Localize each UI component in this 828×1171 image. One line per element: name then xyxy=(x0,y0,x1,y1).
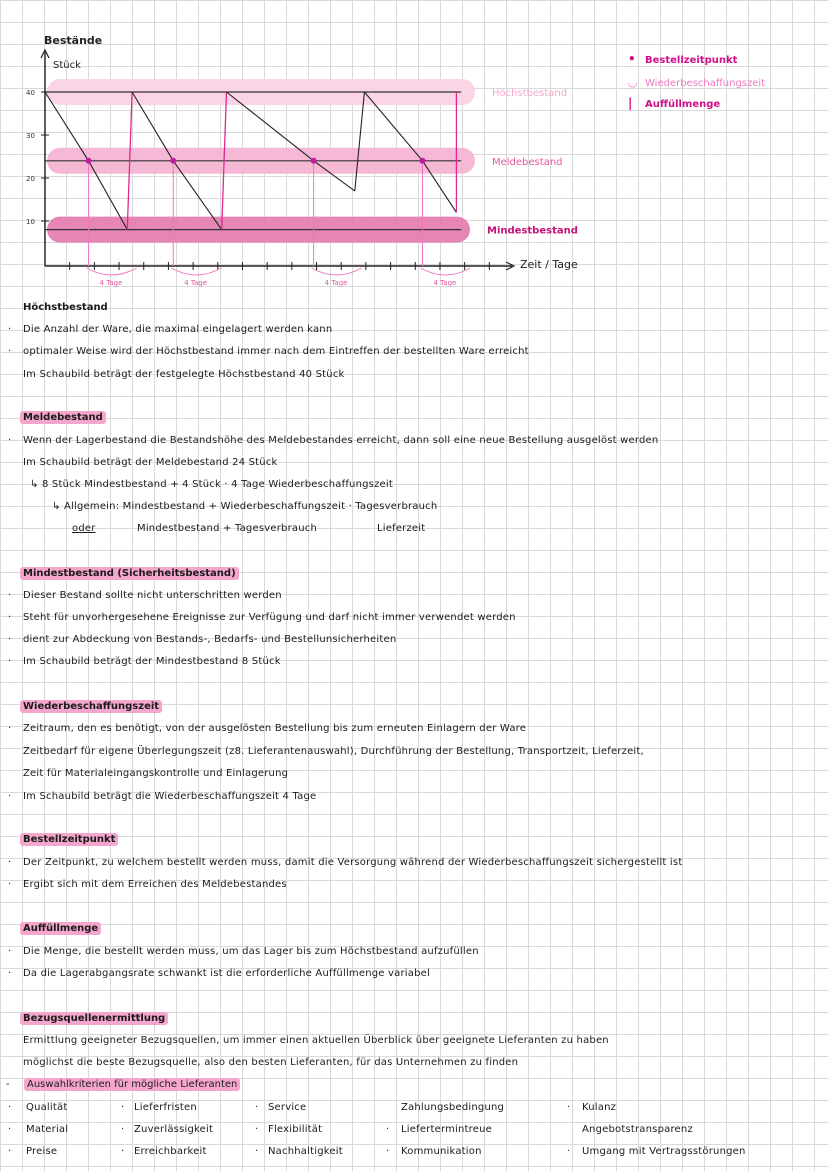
bullet: · xyxy=(8,723,12,734)
arrow-icon: ↳ xyxy=(30,479,39,490)
heading-auffuellmenge: Auffüllmenge xyxy=(20,922,101,935)
bestellzeitpunkt-dot xyxy=(420,158,426,164)
criterion: Umgang mit Vertragsstörungen xyxy=(582,1146,746,1157)
criterion: Zahlungsbedingung xyxy=(401,1102,505,1113)
heading-bestellzeitpunkt: Bestellzeitpunkt xyxy=(20,833,118,846)
criterion: Liefertermintreue xyxy=(401,1124,493,1135)
legend-label: Bestellzeitpunkt xyxy=(645,55,738,66)
text-line: dient zur Abdeckung von Bestands-, Bedarfs- und Bestellunsicherheiten xyxy=(23,634,397,645)
formula-line: Mindestbestand + Tagesverbrauch xyxy=(137,523,317,534)
y-axis-label: Stück xyxy=(53,60,81,71)
criterion: Material xyxy=(26,1124,69,1135)
criterion: Qualität xyxy=(26,1102,68,1113)
legend-label: Auffüllmenge xyxy=(645,99,721,110)
text-line: Im Schaubild beträgt die Wiederbeschaffungszeit 4 Tage xyxy=(23,791,317,802)
text-line: Die Anzahl der Ware, die maximal eingelagert werden kann xyxy=(23,324,333,335)
band-label: Meldebestand xyxy=(492,156,563,168)
criterion: Preise xyxy=(26,1146,58,1157)
lead-time-label: 4 Tage xyxy=(324,279,348,287)
x-axis-label: Zeit / Tage xyxy=(520,258,578,271)
bullet: · xyxy=(121,1124,125,1135)
bestellzeitpunkt-dot xyxy=(86,158,92,164)
bullet: · xyxy=(8,1146,12,1157)
criterion: Zuverlässigkeit xyxy=(134,1124,214,1135)
text-line: Die Menge, die bestellt werden muss, um das Lager bis zum Höchstbestand aufzufüllen xyxy=(23,946,479,957)
legend-label: Wiederbeschaffungszeit xyxy=(645,78,766,89)
bullet: · xyxy=(8,879,12,890)
inventory-chart xyxy=(0,0,828,300)
arrow-icon: ↳ xyxy=(52,501,61,512)
text-line: Der Zeitpunkt, zu welchem bestellt werden muss, damit die Versorgung während der Wiederbeschaffungszeit sichergestellt ist xyxy=(23,857,683,868)
text-line: Im Schaubild beträgt der festgelegte Höchstbestand 40 Stück xyxy=(23,369,345,380)
dash: - xyxy=(6,1079,10,1090)
legend-symbol: • xyxy=(628,52,636,66)
bullet: · xyxy=(8,435,12,446)
text-line: Zeitraum, den es benötigt, von der ausgelösten Bestellung bis zum erneuten Einlagern der Ware xyxy=(23,723,527,734)
band-label: Mindestbestand xyxy=(487,225,578,237)
bullet: · xyxy=(8,857,12,868)
heading-bezugsquellenermittlung: Bezugsquellenermittlung xyxy=(20,1012,168,1025)
legend-symbol: | xyxy=(628,96,633,110)
bullet: · xyxy=(8,946,12,957)
bullet: · xyxy=(121,1146,125,1157)
wiederbeschaffungszeit-arc xyxy=(312,268,362,275)
criterion: Nachhaltigkeit xyxy=(268,1146,343,1157)
bullet: · xyxy=(8,1124,12,1135)
bullet: · xyxy=(567,1102,571,1113)
band-label: Höchstbestand xyxy=(492,88,568,99)
bullet: · xyxy=(8,634,12,645)
subheading-auswahlkriterien: Auswahlkriterien für mögliche Lieferanten xyxy=(24,1078,240,1091)
formula-line: ↳ 8 Stück Mindestbestand + 4 Stück · 4 Tage Wiederbeschaffungszeit xyxy=(30,479,393,490)
text-line: Im Schaubild beträgt der Meldebestand 24 Stück xyxy=(23,457,278,468)
lead-time-label: 4 Tage xyxy=(184,279,208,287)
text-line: Da die Lagerabgangsrate schwankt ist die erforderliche Auffüllmenge variabel xyxy=(23,968,430,979)
formula-line: Lieferzeit xyxy=(377,523,426,534)
bullet: · xyxy=(386,1146,390,1157)
wiederbeschaffungszeit-arc xyxy=(171,268,221,275)
text-line: Zeitbedarf für eigene Überlegungszeit (z8. Lieferantenauswahl), Durchführung der Bestellung, Transportzeit, Lieferzeit, xyxy=(23,746,644,757)
bullet: · xyxy=(8,656,12,667)
bullet: · xyxy=(8,1102,12,1113)
lead-time-label: 4 Tage xyxy=(433,279,457,287)
legend-symbol: ◡ xyxy=(628,75,638,89)
text-line: optimaler Weise wird der Höchstbestand immer nach dem Eintreffen der bestellten Ware erreicht xyxy=(23,346,529,357)
bestellzeitpunkt-dot xyxy=(170,158,176,164)
criterion: Erreichbarkeit xyxy=(134,1146,207,1157)
criterion: Lieferfristen xyxy=(134,1102,197,1113)
text-line: möglichst die beste Bezugsquelle, also den besten Lieferanten, für das Unternehmen zu finden xyxy=(23,1057,519,1068)
lead-time-label: 4 Tage xyxy=(99,279,123,287)
bullet: · xyxy=(255,1124,259,1135)
bullet: · xyxy=(8,968,12,979)
bullet: · xyxy=(567,1146,571,1157)
y-tick-label: 40 xyxy=(26,89,35,97)
text-line: Zeit für Materialeingangskontrolle und Einlagerung xyxy=(23,768,289,779)
y-tick-label: 20 xyxy=(26,175,35,183)
chart-title: Bestände xyxy=(44,34,103,47)
text-line: Steht für unvorhergesehene Ereignisse zur Verfügung und darf nicht immer verwendet werden xyxy=(23,612,516,623)
text-line: Dieser Bestand sollte nicht unterschritten werden xyxy=(23,590,282,601)
heading-meldebestand: Meldebestand xyxy=(20,411,106,424)
bullet: · xyxy=(8,324,12,335)
criterion: Flexibilität xyxy=(268,1124,323,1135)
bullet: · xyxy=(8,612,12,623)
bullet: · xyxy=(8,346,12,357)
formula-oder: oder xyxy=(72,523,96,534)
text-line: Ermittlung geeigneter Bezugsquellen, um immer einen aktuellen Überblick über geeignete Lieferanten zu haben xyxy=(23,1035,609,1046)
heading-hoechstbestand: Höchstbestand xyxy=(23,302,108,313)
bestellzeitpunkt-dot xyxy=(311,158,317,164)
bullet: · xyxy=(386,1124,390,1135)
y-tick-label: 30 xyxy=(26,132,35,140)
criterion: Kommunikation xyxy=(401,1146,482,1157)
criterion: Angebotstransparenz xyxy=(582,1124,693,1135)
bullet: · xyxy=(8,791,12,802)
heading-wiederbeschaffungszeit: Wiederbeschaffungszeit xyxy=(20,700,162,713)
formula-line: ↳ Allgemein: Mindestbestand + Wiederbeschaffungszeit · Tagesverbrauch xyxy=(52,501,438,512)
text-line: Im Schaubild beträgt der Mindestbestand 8 Stück xyxy=(23,656,281,667)
bullet: · xyxy=(8,590,12,601)
wiederbeschaffungszeit-arc xyxy=(421,268,471,275)
bullet: · xyxy=(255,1102,259,1113)
bullet: · xyxy=(121,1102,125,1113)
text-line: Wenn der Lagerbestand die Bestandshöhe des Meldebestandes erreicht, dann soll eine neue Bestellung ausgelöst werden xyxy=(23,435,659,446)
criterion: Kulanz xyxy=(582,1102,617,1113)
stock-line-segment xyxy=(355,92,365,191)
bullet: · xyxy=(255,1146,259,1157)
heading-mindestbestand: Mindestbestand (Sicherheitsbestand) xyxy=(20,567,239,580)
criterion: Service xyxy=(268,1102,307,1113)
text-line: Ergibt sich mit dem Erreichen des Meldebestandes xyxy=(23,879,287,890)
y-tick-label: 10 xyxy=(26,218,35,226)
